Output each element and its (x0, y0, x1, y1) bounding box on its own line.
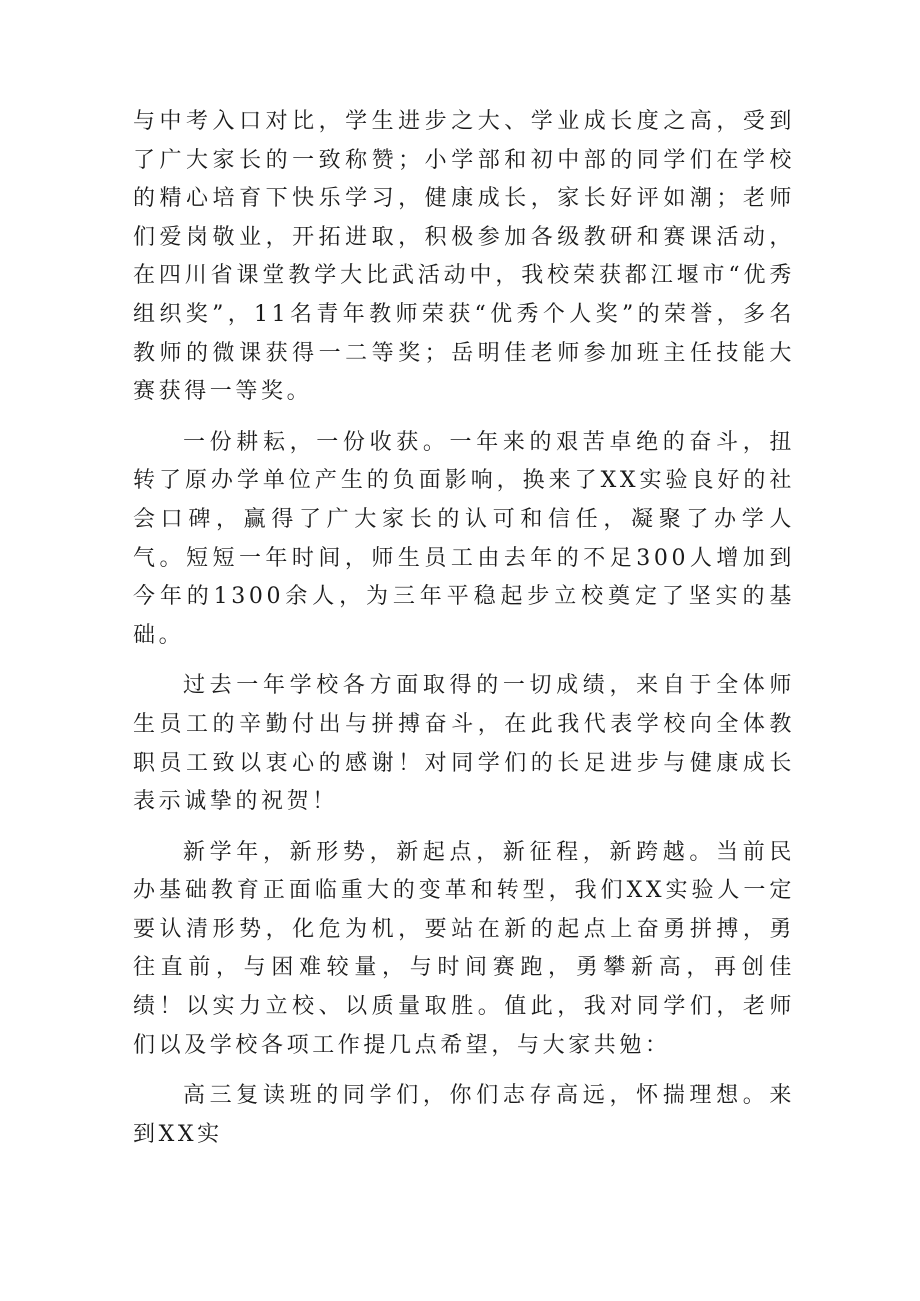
document-body (133, 103, 795, 1154)
paragraph-2: 一份耕耘，一份收获。一年来的艰苦卓绝的奋斗，扭转了原办学单位产生的负面影响，换来了XX实验良好的社会口碑，赢得了广大家长的认可和信任，凝聚了办学人气。短短一年时间，师生员工由去年的不足300人增加到今年的1300余人，为三年平稳起步立校奠定了坚实的基础。 (133, 429, 795, 648)
paragraph-1: 与中考入口对比，学生进步之大、学业成长度之高，受到了广大家长的一致称赞；小学部和初中部的同学们在学校的精心培育下快乐学习，健康成长，家长好评如潮；老师们爱岗敬业，开拓进取，积极参加各级教研和赛课活动，在四川省课堂教学大比武活动中，我校荣获都江堰市“优秀组织奖”，11名青年教师荣获“优秀个人奖”的荣誉，多名教师的微课获得一二等奖；岳明佳老师参加班主任技能大赛获得一等奖。 (133, 109, 795, 405)
paragraph-4: 新学年，新形势，新起点，新征程，新跨越。当前民办基础教育正面临重大的变革和转型，我们XX实验人一定要认清形势，化危为机，要站在新的起点上奋勇拼搏，勇往直前，与困难较量，与时间赛跑，勇攀新高，再创佳绩！以实力立校、以质量取胜。值此，我对同学们，老师们以及学校各项工作提几点希望，与大家共勉： (133, 839, 795, 1058)
paragraph-5: 高三复读班的同学们，你们志存高远，怀揣理想。来到XX实 (133, 1083, 795, 1147)
paragraph-3: 过去一年学校各方面取得的一切成绩，来自于全体师生员工的辛勤付出与拼搏奋斗，在此我代表学校向全体教职员工致以衷心的感谢！对同学们的长足进步与健康成长表示诚挚的祝贺！ (133, 673, 795, 815)
